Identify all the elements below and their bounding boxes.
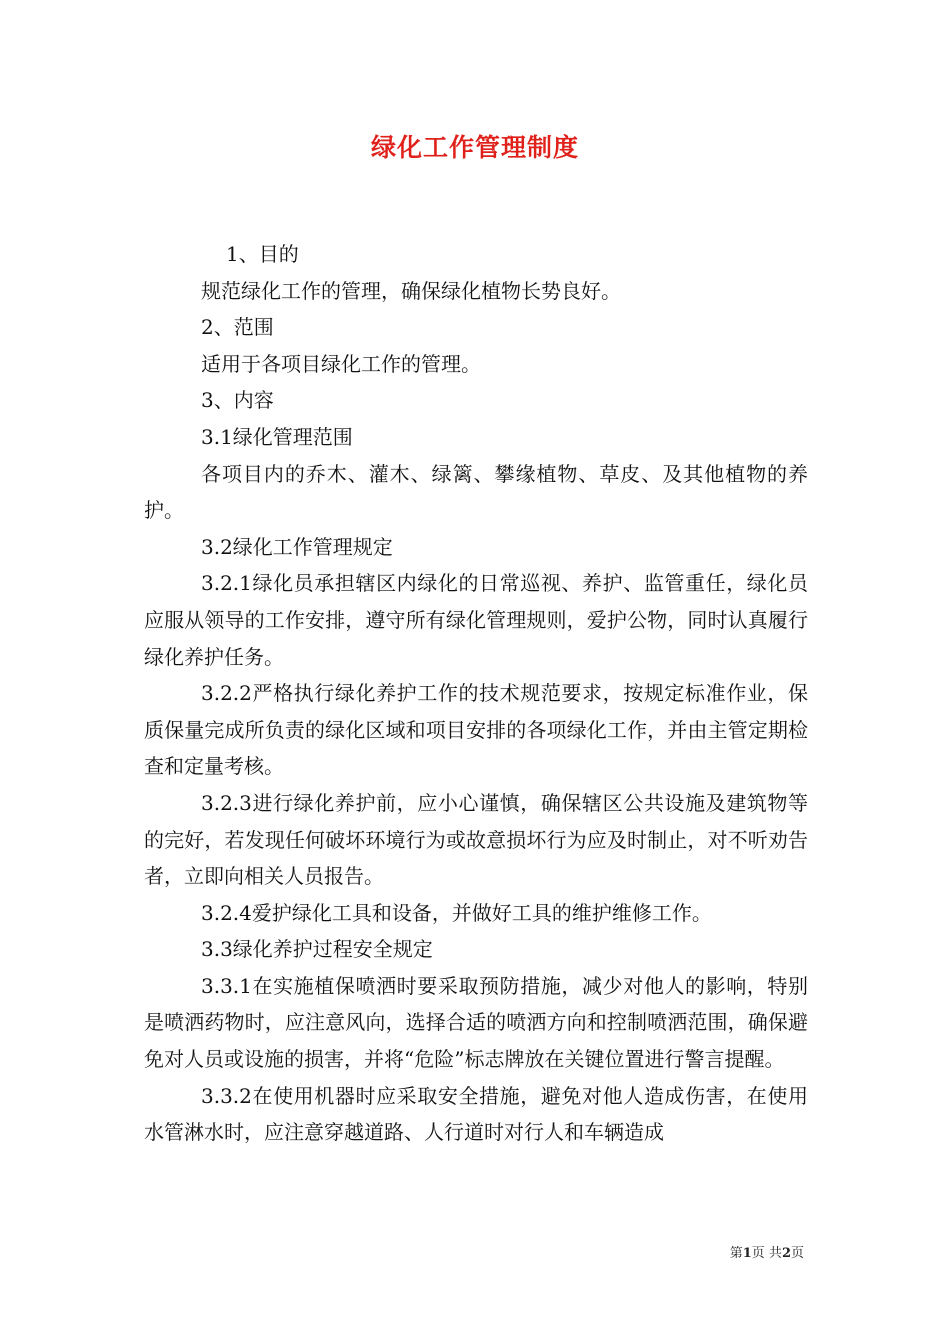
footer-suffix: 页 xyxy=(790,1246,804,1261)
section-heading-content: 3、内容 xyxy=(201,388,274,413)
footer-middle: 页 共 xyxy=(751,1246,782,1261)
section-heading-scope: 2、范围 xyxy=(201,315,274,340)
paragraph-3-1: 各项目内的乔木、灌木、绿篱、攀缘植物、草皮、及其他植物的养护。 xyxy=(144,461,808,523)
footer-total-pages: 2 xyxy=(781,1246,791,1261)
paragraph-3-3-1: 3.3.1在实施植保喷洒时要采取预防措施，减少对他人的影响，特别是喷洒药物时，应注意风向，选择合适的喷洒方向和控制喷洒范围，确保避免对人员或设施的损害，并将“危险”标志牌放在关键位置进行警言提醒。 xyxy=(144,973,808,1072)
subsection-heading-3-1: 3.1绿化管理范围 xyxy=(201,424,353,449)
subsection-heading-3-2: 3.2绿化工作管理规定 xyxy=(201,534,393,559)
paragraph-3-2-1: 3.2.1绿化员承担辖区内绿化的日常巡视、养护、监管重任，绿化员应服从领导的工作安排，遵守所有绿化管理规则，爱护公物，同时认真履行绿化养护任务。 xyxy=(144,571,808,669)
document-body xyxy=(144,236,808,1151)
paragraph-3-3-2: 3.3.2在使用机器时应采取安全措施，避免对他人造成伤害，在使用水管淋水时，应注意穿越道路、人行道时对行人和车辆造成 xyxy=(144,1083,808,1145)
section-heading-purpose: 1、目的 xyxy=(226,242,299,266)
paragraph-3-2-4: 3.2.4爱护绿化工具和设备，并做好工具的维护维修工作。 xyxy=(201,900,712,925)
document-title: 绿化工作管理制度 xyxy=(370,133,579,162)
page-footer xyxy=(730,1244,804,1264)
paragraph-purpose: 规范绿化工作的管理，确保绿化植物长势良好。 xyxy=(201,278,621,303)
footer-prefix: 第 xyxy=(729,1246,743,1261)
footer-current-page: 1 xyxy=(742,1246,752,1261)
paragraph-scope: 适用于各项目绿化工作的管理。 xyxy=(201,351,481,376)
paragraph-3-2-3: 3.2.3进行绿化养护前，应小心谨慎，确保辖区公共设施及建筑物等的完好，若发现任何破坏环境行为或故意损坏行为应及时制止，对不听劝告者，立即向相关人员报告。 xyxy=(144,790,808,889)
subsection-heading-3-3: 3.3绿化养护过程安全规定 xyxy=(201,937,433,962)
paragraph-3-2-2: 3.2.2严格执行绿化养护工作的技术规范要求，按规定标准作业，保质保量完成所负责的绿化区域和项目安排的各项绿化工作，并由主管定期检查和定量考核。 xyxy=(144,681,808,779)
